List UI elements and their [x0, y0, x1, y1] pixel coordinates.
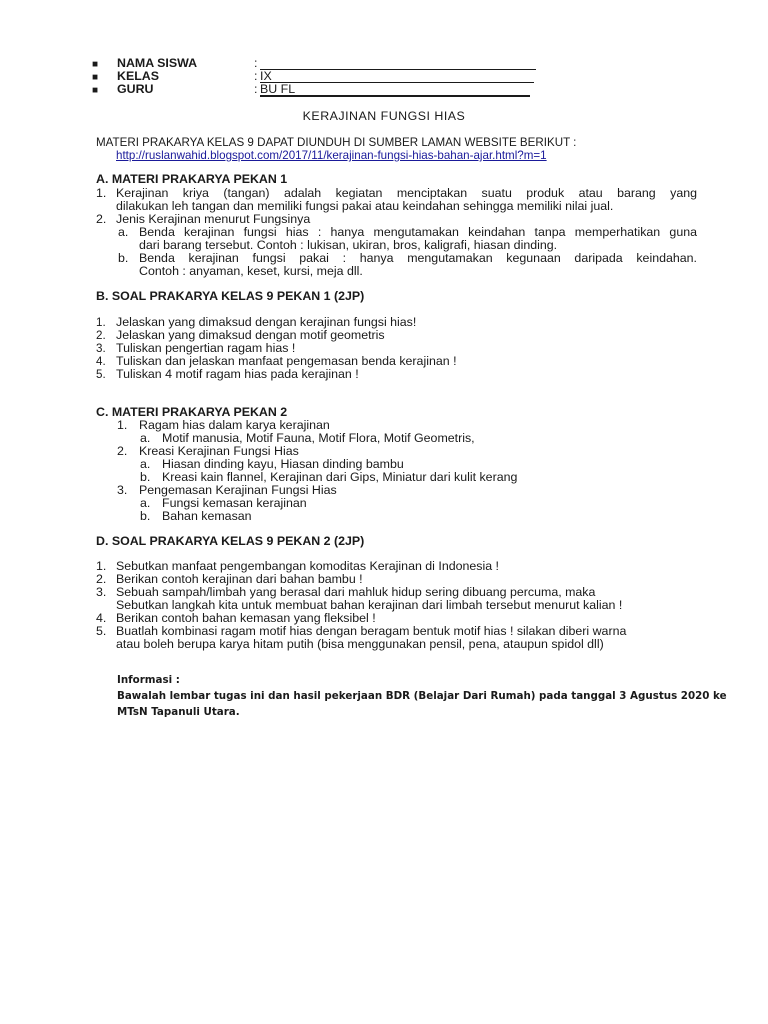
field-value-guru: BU FL: [260, 83, 530, 97]
field-value-nama-siswa: [260, 57, 536, 70]
section-c-subitem: Kreasi kain flannel, Kerajinan dari Gips, Miniatur dari kulit kerang: [162, 470, 518, 484]
info-line1: Bawalah lembar tugas ini dan hasil pekerjaan BDR (Belajar Dari Rumah) pada tanggal 3 Agustus 2020 ke: [117, 690, 727, 702]
field-colon: :: [254, 82, 258, 96]
list-number: 1.: [96, 316, 106, 329]
list-number: 3.: [96, 585, 107, 599]
section-a-item2: Jenis Kerajinan menurut Fungsinya: [116, 212, 311, 226]
bullet-icon: ■: [92, 59, 99, 70]
list-letter: b.: [118, 251, 129, 265]
field-colon: :: [254, 69, 258, 83]
question-item: Tuliskan pengertian ragam hias !: [116, 341, 296, 355]
section-a-heading: A. MATERI PRAKARYA PEKAN 1: [96, 172, 288, 186]
list-number: 1.: [96, 186, 107, 200]
list-number: 3.: [96, 342, 106, 355]
question-item-line2: atau boleh berupa karya hitam putih (bisa menggunakan pensil, pena, ataupun spidol dll): [116, 637, 604, 651]
question-item: Tuliskan 4 motif ragam hias pada kerajinan !: [116, 367, 359, 381]
question-item: Berikan contoh bahan kemasan yang fleksibel !: [116, 611, 376, 625]
list-letter: b.: [140, 509, 151, 523]
list-number: 1.: [96, 559, 107, 573]
section-c-heading: C. MATERI PRAKARYA PEKAN 2: [96, 405, 288, 419]
list-number: 5.: [96, 624, 107, 638]
question-item-line2: Sebutkan langkah kita untuk membuat bahan kerajinan dari limbah tersebut menurut kalian !: [116, 598, 623, 612]
section-a-item1-line1: Kerajinan kriya (tangan) adalah kegiatan menciptakan suatu produk atau barang yang: [116, 186, 697, 200]
section-a-sub-b-line2: Contoh : anyaman, keset, kursi, meja dll.: [139, 264, 363, 278]
list-number: 2.: [96, 572, 107, 586]
section-c-subitem: Bahan kemasan: [162, 509, 252, 523]
list-number: 2.: [117, 444, 128, 458]
list-number: 4.: [96, 355, 106, 368]
list-number: 4.: [96, 611, 107, 625]
bullet-icon: ■: [92, 72, 99, 83]
field-label-guru: GURU: [117, 82, 154, 96]
bullet-icon: ■: [92, 85, 99, 96]
section-a-sub-b-line1: Benda kerajinan fungsi pakai : hanya mengutamakan kegunaan daripada keindahan.: [139, 251, 697, 265]
section-a-sub-a-line1: Benda kerajinan fungsi hias : hanya mengutamakan keindahan tanpa memperhatikan guna: [139, 225, 697, 239]
list-number: 2.: [96, 329, 106, 342]
question-item: Jelaskan yang dimaksud dengan kerajinan fungsi hias!: [116, 315, 417, 329]
section-a-sub-a-line2: dari barang tersebut. Contoh : lukisan, ukiran, bros, kaligrafi, hiasan dinding.: [139, 238, 558, 252]
list-letter: a.: [140, 431, 151, 445]
intro-text: MATERI PRAKARYA KELAS 9 DAPAT DIUNDUH DI SUMBER LAMAN WEBSITE BERIKUT :: [96, 136, 577, 149]
list-number: 3.: [117, 483, 128, 497]
section-b-heading: B. SOAL PRAKARYA KELAS 9 PEKAN 1 (2JP): [96, 289, 365, 303]
field-value-kelas: IX: [260, 70, 534, 83]
field-label-kelas: KELAS: [117, 69, 159, 83]
list-number: 1.: [117, 418, 128, 432]
field-colon: :: [254, 56, 258, 70]
section-d-heading: D. SOAL PRAKARYA KELAS 9 PEKAN 2 (2JP): [96, 534, 365, 548]
list-letter: a.: [140, 457, 151, 471]
section-c-subitem: Hiasan dinding kayu, Hiasan dinding bambu: [162, 457, 404, 471]
info-heading: Informasi :: [117, 674, 180, 686]
section-a-item1-line2: dilakukan leh tangan dan memiliki fungsi pakai atau keindahan sehingga memiliki nilai jual.: [116, 199, 614, 213]
field-label-nama-siswa: NAMA SISWA: [117, 56, 198, 70]
list-letter: a.: [118, 225, 129, 239]
list-number: 5.: [96, 368, 106, 381]
list-letter: b.: [140, 470, 151, 484]
section-c-item: Pengemasan Kerajinan Fungsi Hias: [139, 483, 337, 497]
section-c-item: Ragam hias dalam karya kerajinan: [139, 418, 330, 432]
question-item: Tuliskan dan jelaskan manfaat pengemasan benda kerajinan !: [116, 354, 457, 368]
section-c-subitem: Fungsi kemasan kerajinan: [162, 496, 307, 510]
section-c-item: Kreasi Kerajinan Fungsi Hias: [139, 444, 299, 458]
document-title: KERAJINAN FUNGSI HIAS: [302, 109, 466, 123]
section-c-subitem: Motif manusia, Motif Fauna, Motif Flora, Motif Geometris,: [162, 431, 475, 445]
question-item-line1: Sebuah sampah/limbah yang berasal dari mahluk hidup sering dibuang percuma, maka: [116, 585, 596, 599]
list-number: 2.: [96, 212, 107, 226]
question-item: Sebutkan manfaat pengembangan komoditas Kerajinan di Indonesia !: [116, 559, 499, 573]
question-item-line1: Buatlah kombinasi ragam motif hias dengan beragam bentuk motif hias ! silakan diberi warna: [116, 624, 627, 638]
question-item: Jelaskan yang dimaksud dengan motif geometris: [116, 328, 385, 342]
source-link[interactable]: http://ruslanwahid.blogspot.com/2017/11/kerajinan-fungsi-hias-bahan-ajar.html?m=1: [116, 149, 547, 162]
info-line2: MTsN Tapanuli Utara.: [117, 706, 240, 718]
list-letter: a.: [140, 496, 151, 510]
question-item: Berikan contoh kerajinan dari bahan bambu !: [116, 572, 363, 586]
